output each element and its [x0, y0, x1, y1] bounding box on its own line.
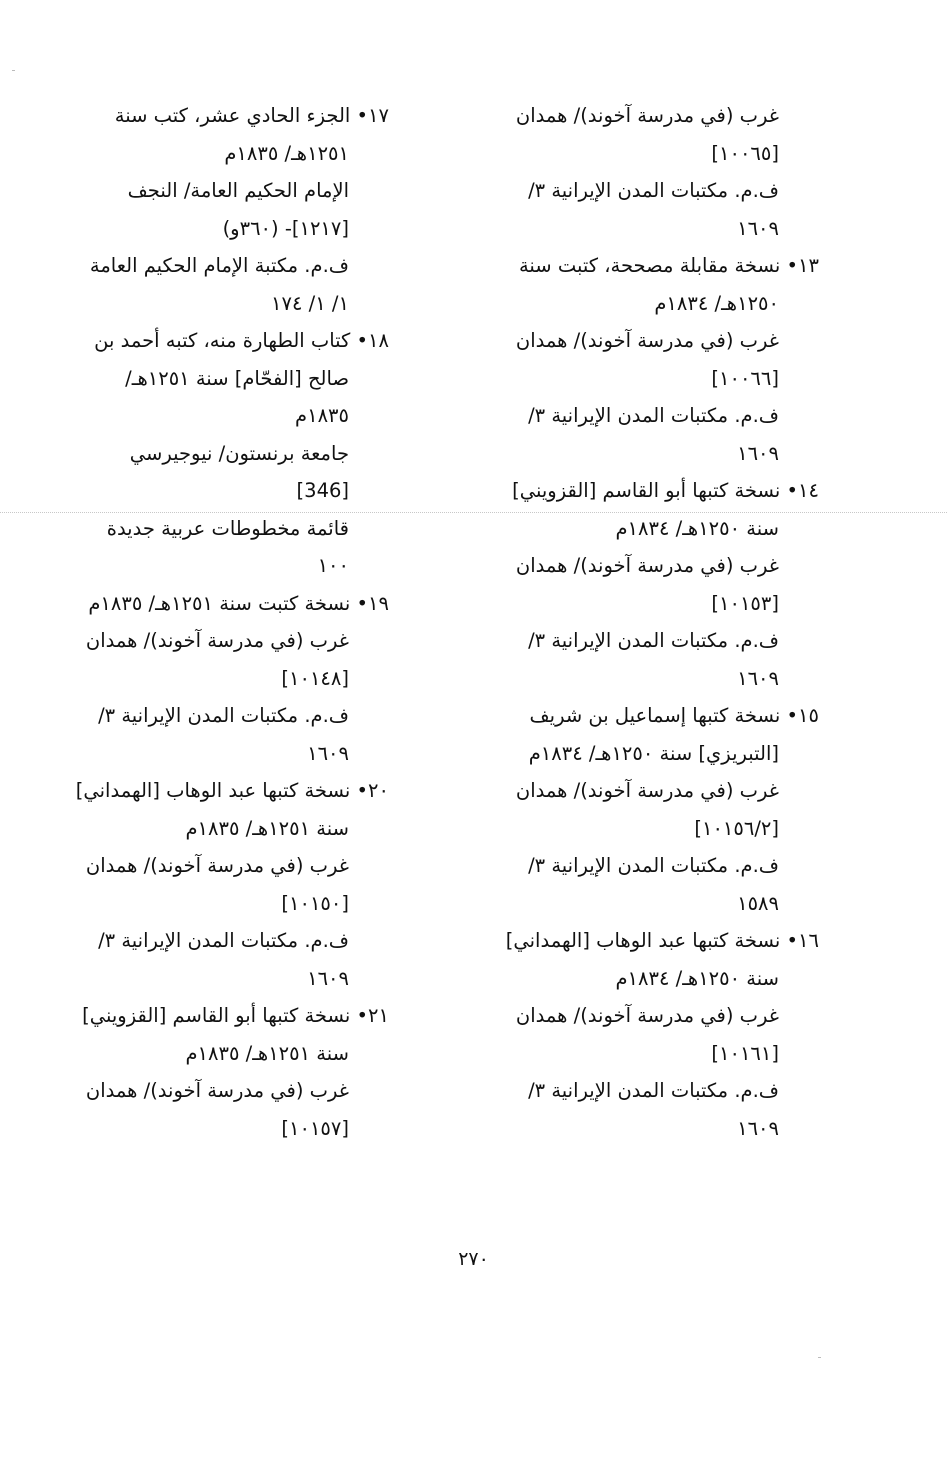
entry-line: ١٦٠٩: [307, 741, 349, 765]
entry-line: [١٠١٦١]: [711, 1041, 779, 1065]
entry-line: [346]: [296, 479, 349, 502]
entry-heading: ١٦• نسخة كتبها عبد الوهاب [الهمداني]: [505, 929, 819, 952]
entry-line: [١٠١٥٧]: [281, 1116, 349, 1140]
entry-line: [التبريزي] سنة ١٢٥٠هـ/ ١٨٣٤م: [528, 741, 779, 765]
entry-line: ١٠٠: [317, 554, 349, 577]
catalog-entry: [85, 585, 389, 773]
entry-line: قائمة مخطوطات عربية جديدة: [106, 516, 349, 540]
entry-line: غرب (في مدرسة آخوند)/ همدان: [515, 329, 779, 352]
entry-line: ف.م. مكتبات المدن الإيرانية ٣/: [98, 929, 349, 952]
entry-heading: ١٩• نسخة كتبت سنة ١٢٥١هـ/ ١٨٣٥م: [88, 591, 389, 615]
entry-line: سنة ١٢٥٠هـ/ ١٨٣٤م: [615, 966, 779, 990]
catalog-entry: [477, 697, 819, 922]
catalog-entry: [477, 97, 819, 247]
entry-line: سنة ١٢٥٠هـ/ ١٨٣٤م: [615, 516, 779, 540]
entry-line: غرب (في مدرسة آخوند)/ همدان: [85, 1079, 349, 1102]
entry-line: غرب (في مدرسة آخوند)/ همدان: [515, 1004, 779, 1027]
entry-line: [١٠١٥٦/٢]: [694, 816, 779, 840]
entry-line: ١٦٠٩: [737, 666, 779, 690]
entry-line: ١٢٥١هـ/ ١٨٣٥م: [224, 141, 349, 165]
entry-heading: ١٨• كتاب الطهارة منه، كتبه أحمد بن: [94, 329, 389, 352]
entry-line: ١٨٣٥م: [295, 404, 349, 427]
left-column: [75, 97, 389, 1147]
entry-line: غرب (في مدرسة آخوند)/ همدان: [85, 854, 349, 877]
entry-line: غرب (في مدرسة آخوند)/ همدان: [515, 779, 779, 802]
entry-line: جامعة برنستون/ نيوجيرسي: [129, 441, 349, 465]
entry-line: [١٠١٤٨]: [281, 666, 349, 690]
entry-line: [١٠٠٦٥]: [711, 141, 779, 165]
entry-line: [١٢١٧]- (٣٦٠و): [222, 216, 349, 240]
entry-line: ف.م. مكتبات المدن الإيرانية ٣/: [98, 704, 349, 727]
entry-line: ١٥٨٩: [737, 891, 779, 915]
entry-heading: ٢٠• نسخة كتبها عبد الوهاب [الهمداني]: [75, 779, 389, 802]
entry-line: ف.م. مكتبات المدن الإيرانية ٣/: [528, 854, 779, 877]
entry-line: ف.م. مكتبات المدن الإيرانية ٣/: [528, 179, 779, 202]
catalog-entry: [89, 97, 389, 322]
catalog-entry: [94, 322, 389, 585]
entry-line: الإمام الحكيم العامة/ النجف: [127, 179, 349, 202]
entry-line: ف.م. مكتبات المدن الإيرانية ٣/: [528, 1079, 779, 1102]
entry-line: صالح [الفحّام] سنة ١٢٥١هـ/: [125, 366, 349, 390]
catalog-entry: [75, 772, 389, 997]
entry-line: غرب (في مدرسة آخوند)/ همدان: [515, 554, 779, 577]
entry-heading: ١٧• الجزء الحادي عشر، كتب سنة: [114, 104, 389, 127]
page-number: ٢٧٠: [458, 1248, 489, 1270]
entry-line: [١٠٠٦٦]: [711, 366, 779, 390]
entry-line: [١٠١٥٠]: [281, 891, 349, 915]
entry-heading: ٢١• نسخة كتبها أبو القاسم [القزويني]: [82, 1004, 389, 1027]
entry-heading: ١٣• نسخة مقابلة مصححة، كتبت سنة: [518, 254, 819, 277]
entry-line: غرب (في مدرسة آخوند)/ همدان: [515, 104, 779, 127]
scan-speck: [12, 70, 15, 71]
entry-line: سنة ١٢٥١هـ/ ١٨٣٥م: [185, 816, 349, 840]
catalog-entry: [477, 247, 819, 472]
entry-line: سنة ١٢٥١هـ/ ١٨٣٥م: [185, 1041, 349, 1065]
entry-heading: ١٥• نسخة كتبها إسماعيل بن شريف: [529, 704, 819, 727]
catalog-entry: [477, 922, 819, 1147]
entry-line: ١٢٥٠هـ/ ١٨٣٤م: [654, 291, 779, 315]
entry-line: ١٦٠٩: [737, 216, 779, 240]
right-column: [477, 97, 819, 1147]
catalog-entry: [82, 997, 389, 1147]
entry-line: ١/ ١/ ١٧٤: [271, 291, 349, 315]
entry-heading: ١٤• نسخة كتبها أبو القاسم [القزويني]: [512, 479, 819, 502]
scan-speck: [818, 1357, 821, 1358]
entry-line: ف.م. مكتبات المدن الإيرانية ٣/: [528, 404, 779, 427]
entry-line: غرب (في مدرسة آخوند)/ همدان: [85, 629, 349, 652]
catalog-entry: [477, 472, 819, 697]
entry-line: ١٦٠٩: [307, 966, 349, 990]
entry-line: [١٠١٥٣]: [711, 591, 779, 615]
entry-line: ١٦٠٩: [737, 441, 779, 465]
entry-line: ١٦٠٩: [737, 1116, 779, 1140]
entry-line: ف.م. مكتبة الإمام الحكيم العامة: [89, 254, 349, 277]
entry-line: ف.م. مكتبات المدن الإيرانية ٣/: [528, 629, 779, 652]
